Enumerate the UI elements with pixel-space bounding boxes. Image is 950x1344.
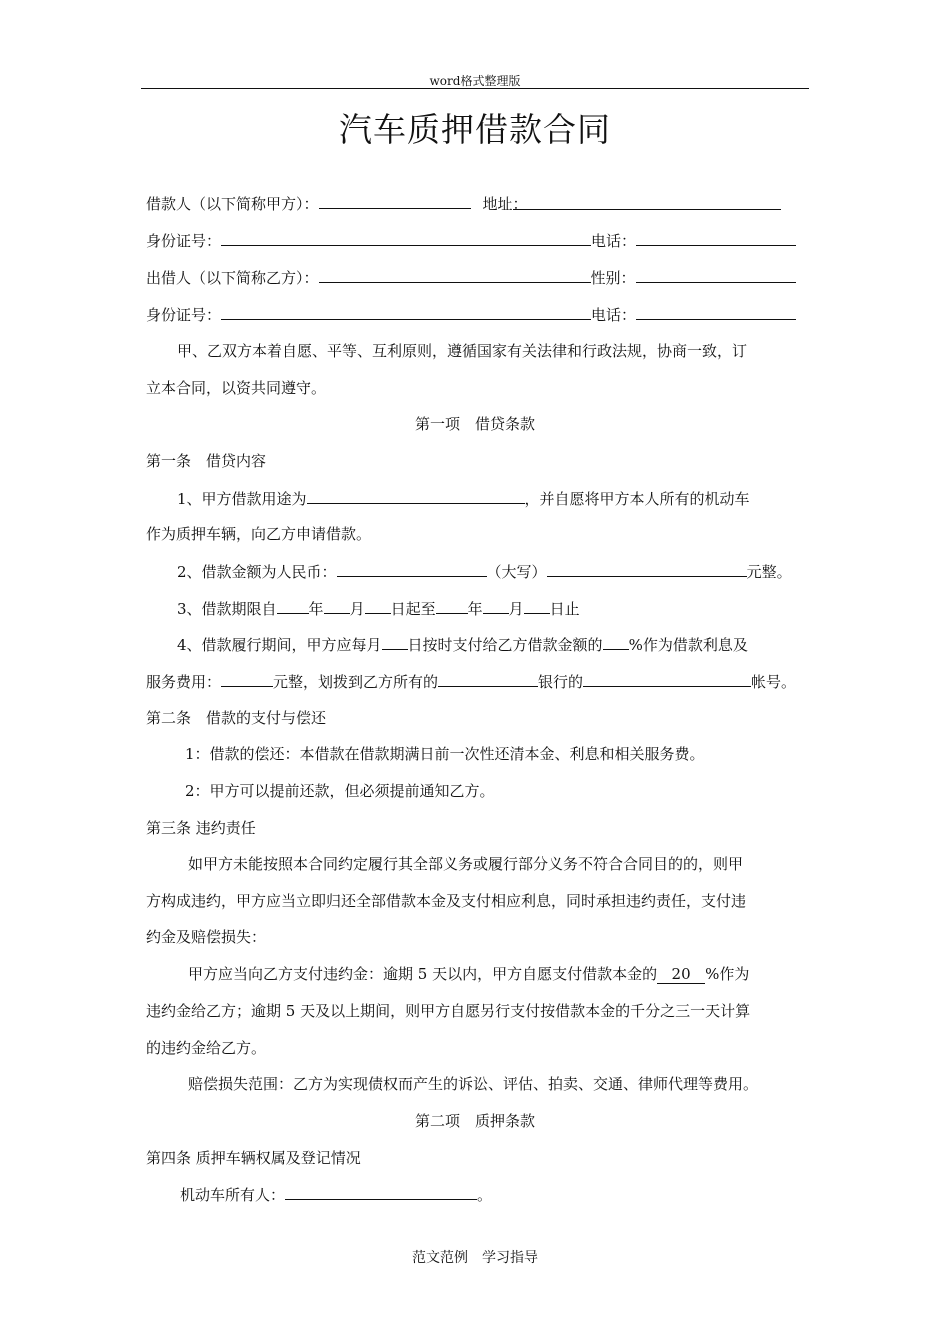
- end-year-field[interactable]: [436, 596, 468, 614]
- page-footer: 范文范例 学习指导: [412, 1250, 538, 1266]
- loan-amount-field[interactable]: [337, 559, 487, 577]
- lender-id-field[interactable]: [221, 302, 591, 320]
- article-4-title: 第四条 质押车辆权属及登记情况: [146, 1149, 361, 1167]
- service-fee-field[interactable]: [221, 669, 273, 687]
- loan-amount-words-field[interactable]: [547, 559, 747, 577]
- vehicle-owner-field[interactable]: [285, 1182, 477, 1200]
- end-month-field[interactable]: [483, 596, 509, 614]
- lender-row: [146, 265, 808, 289]
- article-1-title: 第一条 借贷内容: [146, 452, 267, 470]
- article-3-p2-line-2: 违约金给乙方；逾期 5 天及以上期间，则甲方自愿另行支付按借款本金的千分之三一天计算: [146, 1002, 751, 1020]
- article-3-p3: 赔偿损失范围：乙方为实现债权而产生的诉讼、评估、拍卖、交通、律师代理等费用。: [188, 1075, 759, 1093]
- article-1-item-1-cont: 作为质押车辆，向乙方申请借款。: [146, 525, 372, 543]
- borrower-label: 借款人（以下简称甲方）：: [146, 195, 319, 213]
- gender-field[interactable]: [636, 265, 796, 283]
- penalty-rate-field[interactable]: 20: [657, 965, 705, 984]
- gender-label: 性别：: [590, 269, 636, 287]
- document-title: 汽车质押借款合同: [339, 110, 611, 149]
- article-3-p1-line-1: 如甲方未能按照本合同约定履行其全部义务或履行部分义务不符合合同目的的，则甲: [188, 855, 744, 873]
- article-3-p2-line-1: 甲方应当向乙方支付违约金：逾期 5 天以内，甲方自愿支付借款本金的 20 %作为: [188, 965, 750, 983]
- interest-rate-field[interactable]: [603, 632, 629, 650]
- article-3-p2-line-3: 的违约金给乙方。: [146, 1039, 267, 1057]
- section-2-title: 第二项 质押条款: [414, 1112, 535, 1130]
- address-label: 地址: [482, 195, 513, 213]
- borrower-name-field[interactable]: [319, 191, 471, 209]
- loan-purpose-field[interactable]: [307, 486, 525, 504]
- lender-name-field[interactable]: [319, 265, 591, 283]
- end-day-field[interactable]: [524, 596, 550, 614]
- start-day-field[interactable]: [365, 596, 391, 614]
- address-field[interactable]: ：: [513, 192, 781, 210]
- bank-name-field[interactable]: [438, 669, 538, 687]
- lender-id-row: [146, 302, 808, 326]
- header-rule: [141, 88, 809, 89]
- start-month-field[interactable]: [324, 596, 350, 614]
- payment-day-field[interactable]: [382, 632, 408, 650]
- article-3-p1-line-2: 方构成违约，甲方应当立即归还全部借款本金及支付相应利息，同时承担违约责任，支付违: [146, 892, 747, 910]
- account-number-field[interactable]: [583, 669, 751, 687]
- intro-line-2: 立本合同，以资共同遵守。: [146, 379, 327, 397]
- borrower-id-row: [146, 228, 808, 252]
- borrower-phone-field[interactable]: [636, 228, 796, 246]
- article-1-item-1: 1、甲方借款用途为 ，并自愿将甲方本人所有的机动车: [177, 486, 808, 510]
- article-4-owner-row: 机动车所有人： 。: [180, 1182, 811, 1206]
- page-header: word格式整理版: [429, 74, 521, 88]
- lender-label: 出借人（以下简称乙方）：: [146, 269, 319, 287]
- borrower-id-field[interactable]: [221, 228, 591, 246]
- lender-phone-field[interactable]: [636, 302, 796, 320]
- article-1-item-4: 4、借款履行期间，甲方应每月 日按时支付给乙方借款金额的 %作为借款利息及: [177, 632, 808, 656]
- start-year-field[interactable]: [277, 596, 309, 614]
- article-3-title: 第三条 违约责任: [146, 819, 256, 837]
- article-1-item-4-cont: 服务费用： 元整，划拨到乙方所有的 银行的 帐号。: [146, 669, 808, 693]
- article-2-item-1: 1：借款的偿还：本借款在借款期满日前一次性还清本金、利息和相关服务费。: [185, 745, 705, 763]
- section-1-title: 第一项 借贷条款: [414, 415, 535, 433]
- borrower-phone-label: 电话：: [591, 232, 637, 250]
- lender-id-label: 身份证号：: [146, 306, 222, 324]
- lender-phone-label: 电话：: [591, 306, 637, 324]
- borrower-row: [146, 191, 808, 215]
- article-3-p1-line-3: 约金及赔偿损失：: [146, 928, 267, 946]
- article-2-item-2: 2：甲方可以提前还款，但必须提前通知乙方。: [185, 782, 495, 800]
- borrower-id-label: 身份证号：: [146, 232, 222, 250]
- article-2-title: 第二条 借款的支付与偿还: [146, 709, 327, 727]
- intro-line-1: 甲、乙双方本着自愿、平等、互利原则，遵循国家有关法律和行政法规，协商一致，订: [177, 342, 748, 360]
- article-1-item-3: 3、借款期限自 年 月 日起至 年 月 日止: [177, 596, 808, 620]
- article-1-item-2: 2、借款金额为人民币： （大写） 元整。: [177, 559, 808, 583]
- owner-label: 机动车所有人：: [180, 1186, 286, 1204]
